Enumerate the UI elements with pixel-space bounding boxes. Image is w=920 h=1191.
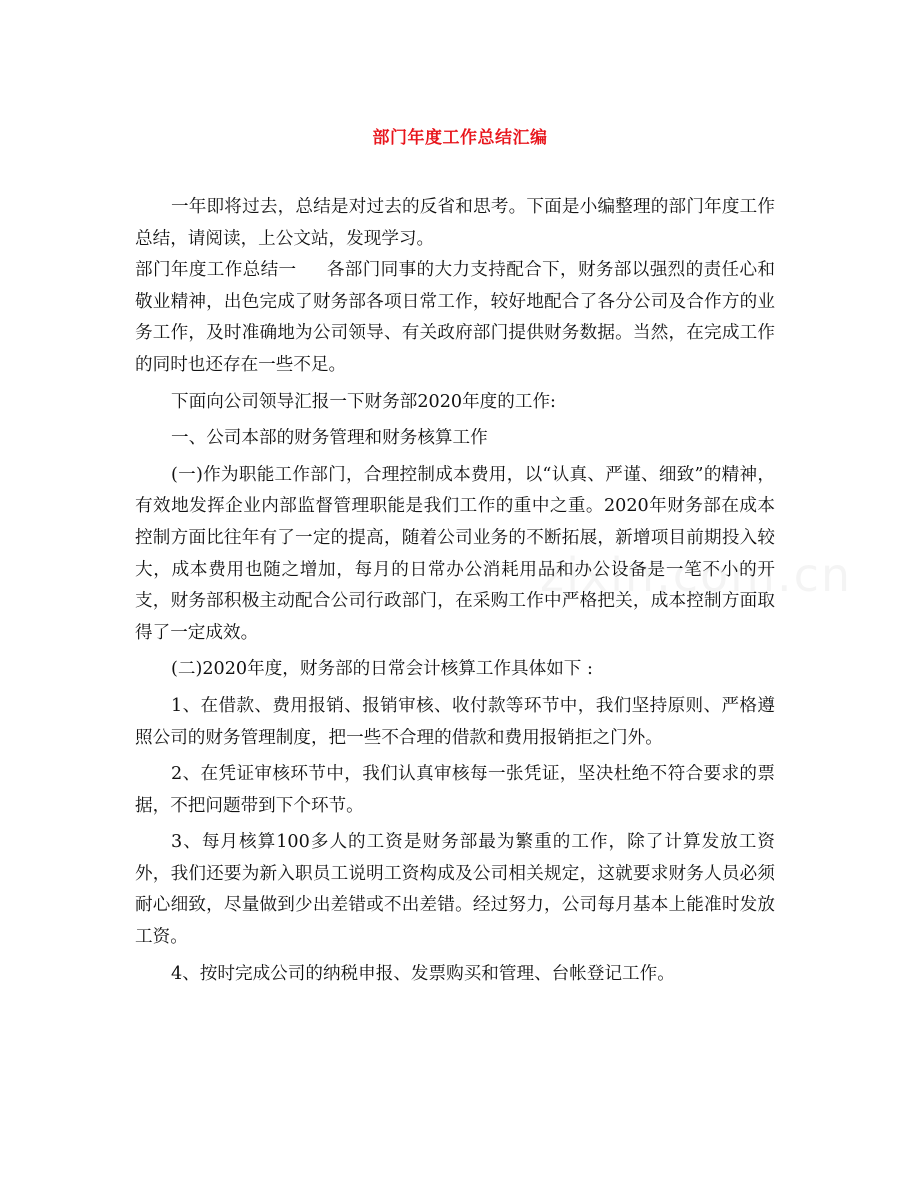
list-item-2: 2、在凭证审核环节中，我们认真审核每一张凭证，坚决杜绝不符合要求的票据，不把问题带到下个环节。	[135, 764, 775, 816]
intro-paragraph: 一年即将过去，总结是对过去的反省和思考。下面是小编整理的部门年度工作总结，请阅读，上公文站，发现学习。	[135, 197, 775, 249]
paragraph-b: (二)2020年度，财务部的日常会计核算工作具体如下 :	[171, 659, 593, 680]
paragraph-a: (一)作为职能工作部门，合理控制成本费用，以“认真、严谨、细致”的精神，有效地发挥企业内部监督管理职能是我们工作的重中之重。2020年财务部在成本控制方面比往年有了一定的提高，随着公司业务的不断拓展，新增项目前期投入较大，成本费用也随之增加，每月的日常办公消耗用品和办公设备是一笔不小的开支，财务部积极主动配合公司行政部门，在采购工作中严格把关，成本控制方面取得了一定成效。	[135, 464, 775, 643]
list-item-4: 4、按时完成公司的纳税申报、发票购买和管理、台帐登记工作。	[171, 963, 675, 984]
section1-text: 各部门同事的大力支持配合下，财务部以强烈的责任心和敬业精神，出色完成了财务部各项日常工作，较好地配合了各分公司及合作方的业务工作，及时准确地为公司领导、有关政府部门提供财务数据。当然，在完成工作的同时也还存在一些不足。	[135, 260, 775, 375]
section1-label: 部门年度工作总结一	[135, 260, 297, 281]
report-intro-paragraph: 下面向公司领导汇报一下财务部2020年度的工作:	[171, 391, 556, 412]
document-body	[135, 192, 775, 990]
section1-paragraph	[135, 255, 775, 381]
document-title: 部门年度工作总结汇编	[372, 128, 548, 148]
list-item-3: 3、每月核算100多人的工资是财务部最为繁重的工作，除了计算发放工资外，我们还要为新入职员工说明工资构成及公司相关规定，这就要求财务人员必须耐心细致，尽量做到少出差错或不出差错。经过努力，公司每月基本上能准时发放工资。	[135, 832, 775, 948]
list-item-1: 1、在借款、费用报销、报销审核、收付款等环节中，我们坚持原则、严格遵照公司的财务管理制度，把一些不合理的借款和费用报销拒之门外。	[135, 695, 775, 748]
heading-one: 一、公司本部的财务管理和财务核算工作	[171, 428, 488, 449]
